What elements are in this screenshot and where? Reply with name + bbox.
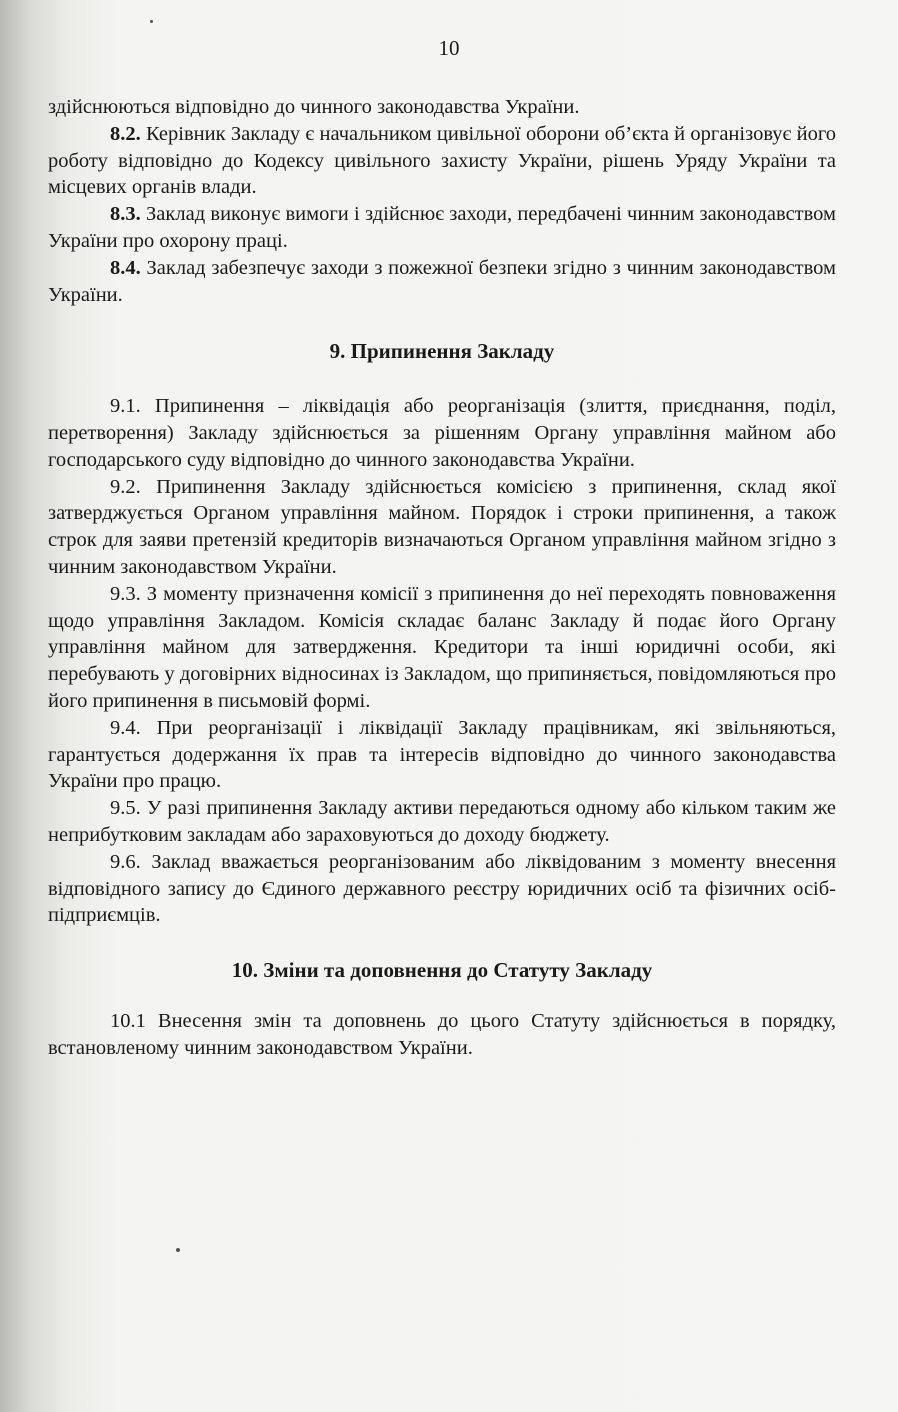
paragraph-number: 8.2. bbox=[110, 122, 141, 145]
paragraph-number: 9.2. bbox=[110, 475, 141, 498]
document-body bbox=[48, 94, 836, 1062]
paragraph-8-2 bbox=[48, 121, 836, 201]
paragraph-text: Припинення Закладу здійснюється комісією з припинення, склад якої затверджується Органом управління майном. Порядок і строки припинення, а також строк для заяви претензій кредиторів визначаються Органом управління майном згідно з чинним законодавством України. bbox=[48, 475, 837, 578]
paragraph-9-2 bbox=[48, 474, 836, 581]
paragraph-9-4 bbox=[48, 715, 836, 795]
paragraph-text: Внесення змін та доповнень до цього Статуту здійснюється в порядку, встановленому чинним законодавством України. bbox=[48, 1009, 837, 1059]
paragraph-text: Заклад вважається реорганізованим або ліквідованим з моменту внесення відповідного запису до Єдиного державного реєстру юридичних осіб та фізичних осіб-підприємців. bbox=[48, 850, 837, 927]
paragraph-9-5 bbox=[48, 795, 836, 849]
paragraph-text: здійснюються відповідно до чинного законодавства України. bbox=[48, 96, 580, 118]
paragraph-text: Заклад забезпечує заходи з пожежної безпеки згідно з чинним законодавством України. bbox=[48, 256, 837, 306]
paragraph-text: Заклад виконує вимоги і здійснює заходи, передбачені чинним законодавством України про охорону праці. bbox=[48, 203, 836, 252]
scan-speck bbox=[150, 20, 153, 23]
paragraph-9-1 bbox=[48, 393, 836, 473]
paragraph-8-4 bbox=[48, 255, 836, 309]
section-10-heading: 10. Зміни та доповнення до Статуту Закладу bbox=[231, 958, 653, 983]
paragraph-number: 10.1 bbox=[110, 1009, 146, 1032]
paragraph-number: 9.3. bbox=[110, 582, 141, 605]
paragraph-number: 9.1. bbox=[110, 395, 141, 418]
paragraph-10-1 bbox=[48, 1008, 836, 1062]
paragraph-8-3 bbox=[48, 201, 836, 255]
paragraph-number: 8.3. bbox=[110, 203, 141, 226]
paragraph-number: 9.5. bbox=[110, 797, 141, 820]
scan-speck bbox=[176, 1248, 180, 1252]
paragraph-number: 9.4. bbox=[110, 716, 141, 739]
paragraph-9-3 bbox=[48, 581, 836, 715]
paragraph-9-6 bbox=[48, 849, 836, 929]
paragraph-text: При реорганізації і ліквідації Закладу працівникам, які звільняються, гарантується додержання їх прав та інтересів відповідно до чинного законодавства України про працю. bbox=[48, 716, 836, 793]
paragraph-text: У разі припинення Закладу активи передаються одному або кільком таким же неприбутковим закладам або зараховуються до доходу бюджету. bbox=[48, 797, 836, 846]
paragraph-text: Керівник Закладу є начальником цивільної оборони об’єкта й організовує його роботу відповідно до Кодексу цивільного захисту України, рішень Уряду України та місцевих органів влади. bbox=[48, 122, 836, 199]
paragraph-text: З моменту призначення комісії з припинення до неї переходять повноваження щодо управління Закладом. Комісія складає баланс Закладу й подає його Органу управління майном для затвердження. Кредитори та інші юридичні особи, які перебувають у договірних відносинах із Закладом, що припиняється, повідомляються про його припинення в письмовій формі. bbox=[48, 582, 837, 712]
page-number: 10 bbox=[438, 36, 460, 60]
paragraph-number: 8.4. bbox=[110, 256, 141, 279]
paragraph-text: Припинення – ліквідація або реорганізація (злиття, приєднання, поділ, перетворення) Закладу здійснюється за рішенням Органу управління майном або господарського суду відповідно до чинного законодавства України. bbox=[48, 395, 837, 471]
paragraph-8-1-continuation bbox=[48, 94, 836, 121]
section-9-heading: 9. Припинення Закладу bbox=[329, 339, 555, 364]
paragraph-number: 9.6. bbox=[110, 850, 141, 873]
